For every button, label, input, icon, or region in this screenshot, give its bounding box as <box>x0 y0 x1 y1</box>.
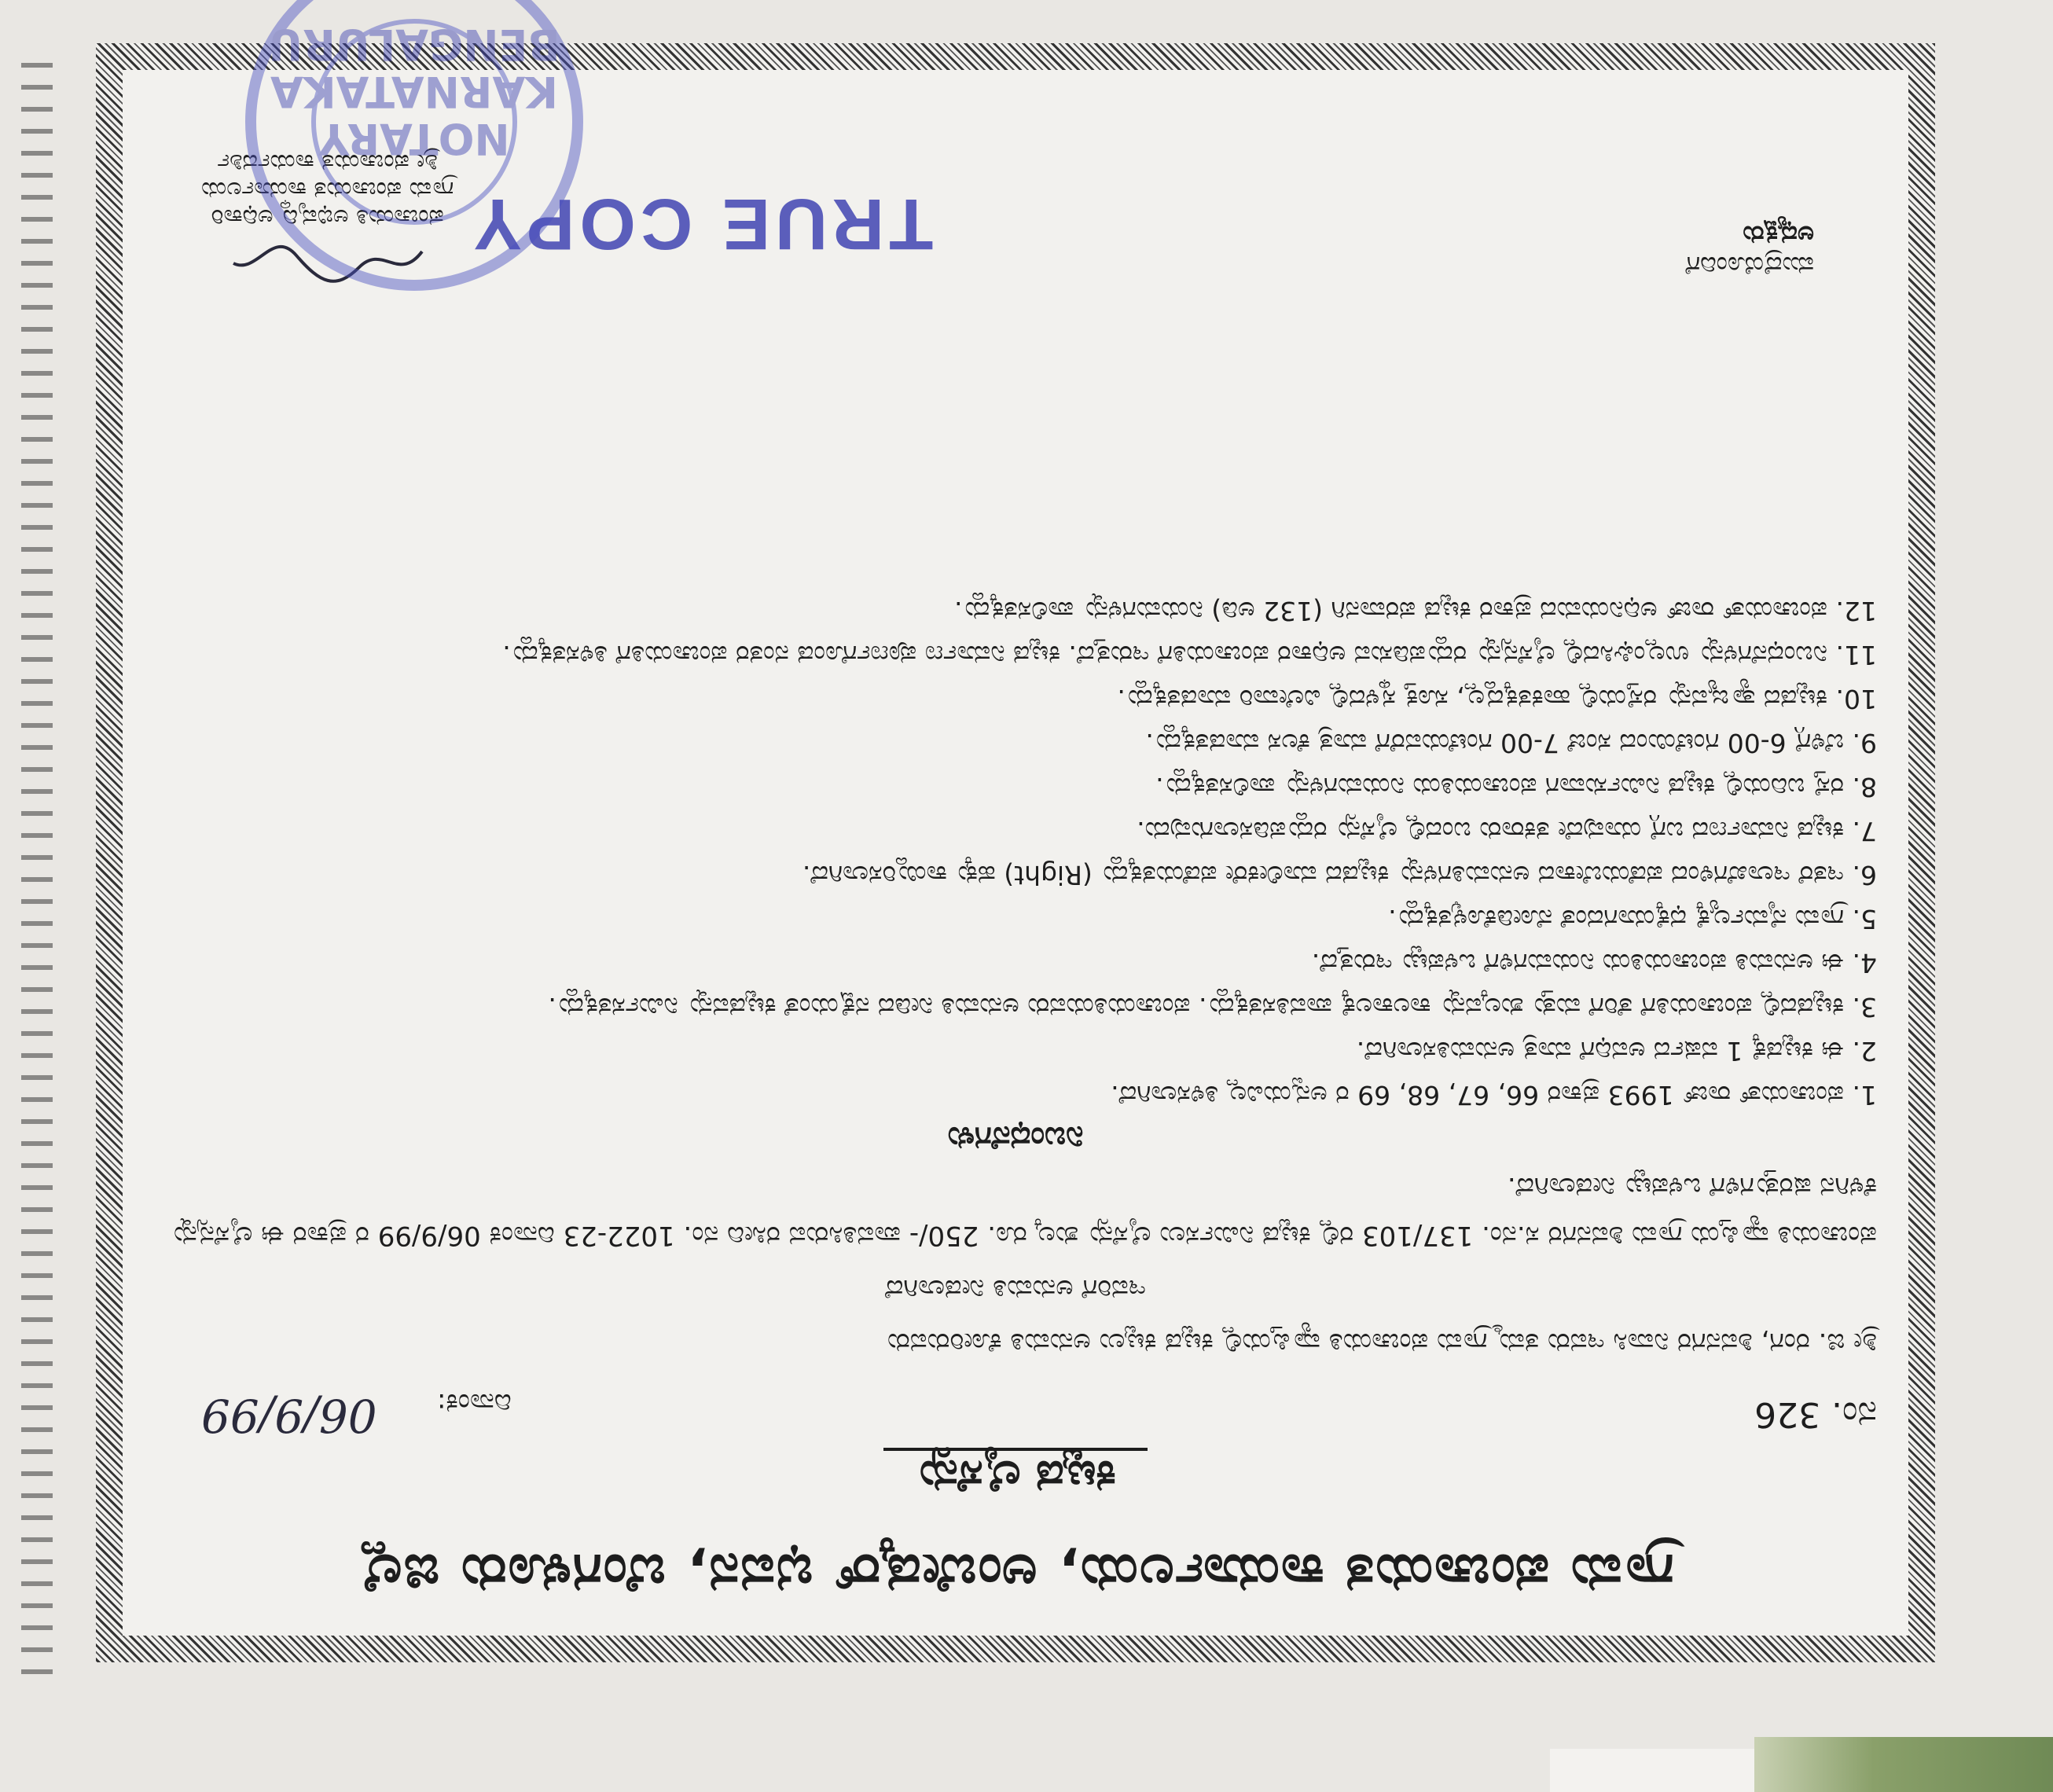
rule-item: 10. ಕಟ್ಟಡದ ತ್ಯಾಜ್ಯವನ್ನು ರಸ್ತೆಯಲ್ಲಿ ಹಾಕತಕ್ಕದ್ದಲ್ಲ, ಸೂಕ್ತ ಸ್ಥಳದಲ್ಲಿ ವಿಲೇವಾರಿ ಮಾಡತಕ್ಕದ್ದು. <box>1117 684 1877 714</box>
rules-heading: ನಿಬಂಧನೆಗಳು <box>947 1120 1084 1156</box>
secretary-title: ಶ್ರೀ ಪಂಚಾಯತ ಕಾರ್ಯದರ್ಶಿ <box>217 149 438 176</box>
document-title: ಗ್ರಾಮ ಪಂಚಾಯತ ಕಾರ್ಯಾಲಯ, ಅಂಬೇಡ್ಕರ್ ಭವನ, ಬೆಂಗಳೂರು ಜಿಲ್ಲೆ <box>357 1542 1674 1604</box>
date-label: ದಿನಾಂಕ: <box>437 1387 512 1419</box>
rule-item: 6. ಇತರೆ ಇಲಾಖೆಗಳಿಂದ ಪಡೆಯಬೇಕಾದ ಅನುಮತಿಗಳನ್ನು ಕಟ್ಟಡದ ಮಾಲೀಕರೇ ಪಡೆಯತಕ್ಕದ್ದು (Right) ಹಕ್ಕು ಕಾಯ್ದಿರಿಸಲಾಗಿದೆ. <box>802 860 1877 890</box>
rule-item: 3. ಕಟ್ಟಡದಲ್ಲಿ ಪಂಚಾಯತಿಗೆ ತೆರಿಗೆ ಮತ್ತು ಶುಲ್ಕವನ್ನು ಕಾಲಕಾಲಕ್ಕೆ ಪಾವತಿಸತಕ್ಕದ್ದು. ಪಂಚಾಯತಿಯವರು ಅನುಮತಿ ನೀಡಿದ ನಕ್ಷೆಯಂತೆ ಕಟ್ಟಡವನ್ನು ನಿರ್ಮಿಸತಕ್ಕದ್ದು. <box>548 992 1877 1023</box>
rule-item: 12. ಪಂಚಾಯತ್ ರಾಜ್ ಅಧಿನಿಯಮದ ಪ್ರಕಾರ ಕಟ್ಟಡ ಪರವಾನಗಿ (132 ಅಡಿ) ನಿಯಮಗಳನ್ನು ಪಾಲಿಸತಕ್ಕದ್ದು. <box>953 596 1877 626</box>
intro-line: ಶ್ರೀ ಜಿ. ರಂಗ, ಶಿವನಗರ ನಿವಾಸಿ ಇವರು ತಮ್ಮ ಗ್ರಾಮ ಪಂಚಾಯತಿ ವ್ಯಾಪ್ತಿಯಲ್ಲಿ ಕಟ್ಟಡ ಕಟ್ಟಲು ಅನುಮತಿ ಕೋರಿರುವರು <box>887 1327 1877 1358</box>
date-value: 06/9/99 <box>201 1389 377 1442</box>
subtitle-text: ಕಟ್ಟಡ ಲೈಸೆನ್ಸು <box>883 1448 1147 1502</box>
binding-edge <box>21 63 53 1674</box>
rule-item: 4. ಈ ಅನುಮತಿ ಪಂಚಾಯತಿಯ ನಿಯಮಗಳಿಗೆ ಒಳಪಟ್ಟು ಇರುತ್ತದೆ. <box>1311 948 1877 979</box>
background-corner <box>1754 1737 2053 1792</box>
license-number: ನಂ. 326 <box>1754 1394 1877 1434</box>
background-paper-scrap <box>1550 1749 1754 1792</box>
document-subtitle <box>154 1450 1877 1502</box>
addressee-line: ಇವರಿಗೆ ಅನುಮತಿ ನೀಡಲಾಗಿದೆ <box>884 1273 1147 1305</box>
rule-item: 5. ಗ್ರಾಮ ನೈರ್ಮಲ್ಯಕ್ಕೆ ಧಕ್ಕೆಯಾಗದಂತೆ ನೋಡಿಕೊಳ್ಳತಕ್ಕದ್ದು. <box>1388 904 1877 935</box>
rule-item: 7. ಕಟ್ಟಡ ನಿರ್ಮಾಣದ ಬಗ್ಗೆ ಯಾವುದೇ ತಕರಾರು ಬಂದಲ್ಲಿ ಲೈಸೆನ್ಸು ರದ್ದುಪಡಿಸಲಾಗುವುದು. <box>1137 816 1877 846</box>
number-date-row <box>154 1372 1877 1442</box>
rule-item: 2. ಈ ಕಟ್ಟಡಕ್ಕೆ 1 ವರ್ಷದ ಅವಧಿಗೆ ಮಾತ್ರ ಅನುಮತಿಸಲಾಗಿದೆ. <box>1356 1036 1877 1067</box>
rule-item: 8. ರಸ್ತೆ ಬದಿಯಲ್ಲಿ ಕಟ್ಟಡ ನಿರ್ಮಿಸುವಾಗ ಪಂಚಾಯತಿಯ ನಿಯಮಗಳನ್ನು ಪಾಲಿಸತಕ್ಕದ್ದು. <box>1155 772 1877 802</box>
officer-title: ಪಂಚಾಯತಿ ಅಭಿವೃದ್ಧಿ ಅಧಿಕಾರಿ <box>211 204 444 231</box>
rule-item: 1. ಪಂಚಾಯತ್ ರಾಜ್ 1993 ಪ್ರಕಾರ 66, 67, 68, 69 ರ ಅನ್ವಯವಿಲ್ಲ ತಿಳಿಸಲಾಗಿದೆ. <box>1111 1080 1877 1111</box>
president-title: ಅಧ್ಯಕ್ಷರು <box>1743 220 1814 250</box>
seal-label: ಮುದ್ರೆಯೊಂದಿಗೆ <box>1685 251 1814 281</box>
body-paragraph: ಪಂಚಾಯತಿ ವ್ಯಾಪ್ತಿಯ ಗ್ರಾಮ ಶಿವನಗರ ಸ.ನಂ. 137/103 ರಲ್ಲಿ ಕಟ್ಟಡ ನಿರ್ಮಿಸಲು ಲೈಸೆನ್ಸು ಶುಲ್ಕ ರೂ. 250/- ಪಾವತಿಸಿರುವ ರಸೀದಿ ನಂ. 1022-23 ದಿನಾಂಕ 06/9/99 ರ ಪ್ರಕಾರ ಈ ಲೈಸೆನ್ಸನ್ನು ಕೆಳಗಿನ ಷರತ್ತುಗಳಿಗೆ ಒಳಪಟ್ಟು ನೀಡಲಾಗಿದೆ. <box>170 1171 1877 1251</box>
certificate-content <box>154 94 1877 1612</box>
notary-seal-text: NOTARY KARNATAKA BENGALURU <box>268 20 560 163</box>
certificate-frame <box>96 43 1935 1662</box>
rule-item: 9. ಬೆಳಿಗ್ಗೆ 6-00 ಗಂಟೆಯಿಂದ ಸಂಜೆ 7-00 ಗಂಟೆಯವರೆಗೆ ಮಾತ್ರ ಕೆಲಸ ಮಾಡತಕ್ಕದ್ದು. <box>1145 728 1877 758</box>
president-signature-block <box>1685 219 1814 281</box>
true-copy-stamp: TRUE COPY <box>468 184 934 264</box>
rule-item: 11. ನಿಬಂಧನೆಗಳನ್ನು ಉಲ್ಲಂಘಿಸಿದಲ್ಲಿ ಲೈಸೆನ್ಸನ್ನು ರದ್ದುಪಡಿಸುವ ಅಧಿಕಾರ ಪಂಚಾಯತಿಗೆ ಇರುತ್ತದೆ. ಕಟ್ಟಡ ನಿರ್ಮಾಣ ಪೂರ್ಣಗೊಂಡ ನಂತರ ಪಂಚಾಯತಿಗೆ ತಿಳಿಸತಕ್ಕದ್ದು. <box>502 640 1877 670</box>
office-name: ಗ್ರಾಮ ಪಂಚಾಯತ ಕಾರ್ಯಾಲಯ <box>201 176 454 204</box>
